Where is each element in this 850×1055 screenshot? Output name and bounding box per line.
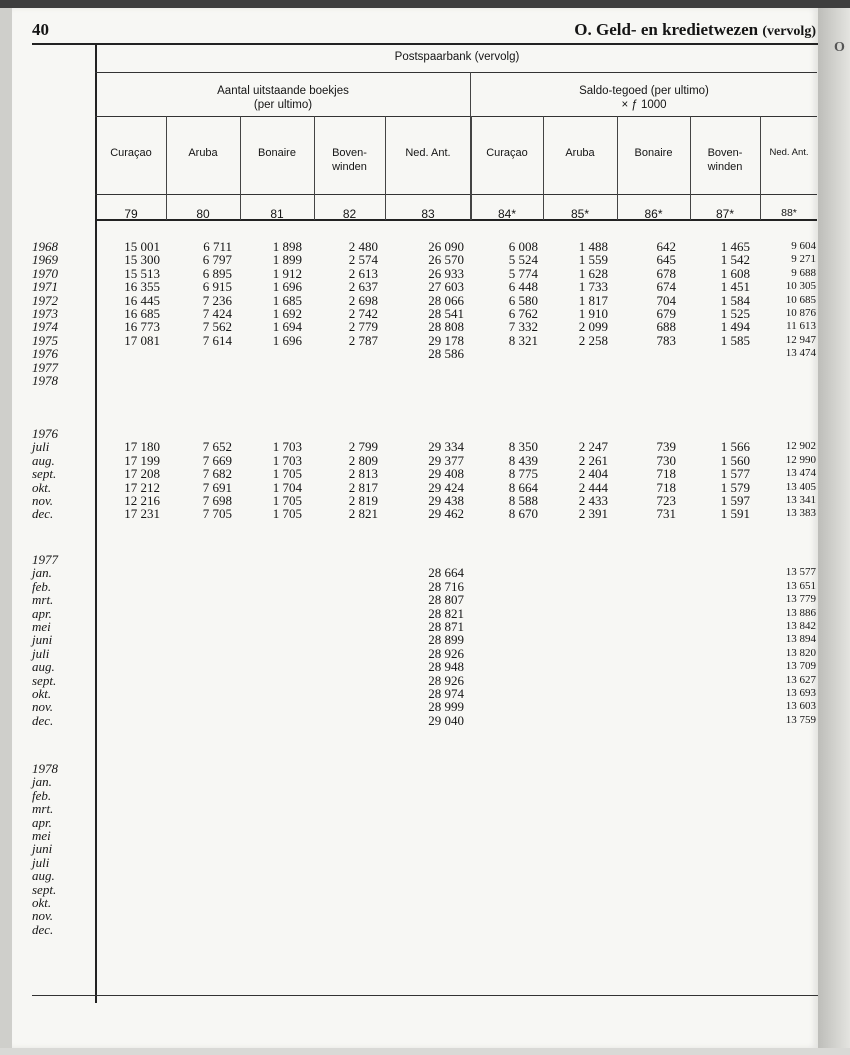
- table-cell: 2 698: [348, 292, 378, 308]
- row-label: juli: [32, 439, 50, 455]
- table-cell: 679: [656, 306, 676, 321]
- table-cell: 6 580: [508, 292, 538, 308]
- document-page: [12, 8, 818, 1048]
- table-cell: 9 688: [791, 266, 816, 279]
- row-label: 1975: [32, 332, 58, 348]
- table-cell: 15 513: [124, 265, 160, 281]
- row-label: 1976: [32, 426, 58, 441]
- table-cell: 12 902: [785, 440, 816, 453]
- table-cell: 1 560: [720, 452, 750, 468]
- table-cell: 7 682: [202, 466, 232, 482]
- row-label: juni: [32, 841, 53, 857]
- row-label: dec.: [32, 506, 54, 522]
- table-cell: 13 627: [785, 673, 816, 686]
- column-header: Boven- winden: [332, 147, 367, 173]
- row-label: sept.: [32, 672, 57, 688]
- column-number: 87*: [715, 207, 735, 221]
- table-cell: 2 813: [348, 466, 378, 482]
- row-label: aug.: [32, 868, 55, 884]
- group-right: Saldo-tegoed (per ultimo) × ƒ 1000: [579, 85, 709, 111]
- table-cell: 15 001: [124, 239, 160, 254]
- column-header: Bonaire: [634, 147, 673, 159]
- row-label: feb.: [32, 578, 52, 594]
- row-label: sept.: [32, 881, 57, 897]
- group-left: Aantal uitstaande boekjes (per ultimo): [217, 85, 349, 111]
- table-cell: 28 807: [428, 592, 464, 608]
- table-cell: 28 664: [428, 565, 464, 581]
- table-cell: 1 910: [578, 306, 608, 321]
- table-cell: 29 178: [428, 332, 464, 348]
- chapter-name: O. Geld- en kredietwezen: [574, 20, 759, 39]
- table-cell: 8 439: [508, 452, 538, 468]
- table-cell: 17 180: [124, 439, 160, 455]
- table-cell: 10 876: [785, 307, 816, 319]
- row-label: okt.: [32, 479, 52, 495]
- row-label: 1974: [32, 319, 58, 335]
- table-cell: 7 705: [202, 506, 232, 522]
- table-cell: 1 696: [272, 332, 302, 348]
- row-label: okt.: [32, 686, 52, 701]
- row-label: feb.: [32, 787, 52, 803]
- header-rule: [32, 43, 818, 45]
- table-cell: 16 773: [124, 319, 160, 335]
- table-cell: 13 709: [785, 660, 816, 673]
- row-label: aug.: [32, 659, 55, 675]
- table-cell: 6 895: [202, 265, 232, 281]
- table-cell: 13 577: [785, 566, 816, 579]
- table-cell: 1 465: [720, 239, 750, 254]
- row-label: dec.: [32, 921, 54, 937]
- table-cell: 12 990: [785, 453, 816, 466]
- row-label: juli: [32, 645, 50, 661]
- row-label: nov.: [32, 493, 54, 508]
- table-cell: 13 383: [785, 507, 816, 520]
- table-cell: 718: [656, 466, 676, 482]
- table-cell: 1 704: [272, 479, 302, 495]
- table-cell: 1 703: [272, 439, 302, 455]
- table-cell: 8 775: [508, 466, 538, 482]
- next-page-letter: O: [834, 40, 845, 55]
- table-cell: 13 474: [785, 467, 816, 480]
- table-cell: 6 448: [508, 279, 538, 295]
- table-cell: 1 542: [720, 252, 750, 268]
- row-label: okt.: [32, 895, 52, 910]
- rule-col-7: [617, 116, 618, 220]
- table-cell: 8 350: [508, 439, 538, 455]
- table-cell: 1 705: [272, 493, 302, 508]
- rule-col-5: [471, 116, 472, 220]
- table-cell: 1 608: [720, 265, 750, 281]
- table-cell: 26 933: [428, 265, 464, 281]
- table-cell: 28 541: [428, 306, 464, 321]
- table-cell: 1 692: [272, 306, 302, 321]
- table-cell: 704: [656, 292, 676, 308]
- table-cell: 13 474: [785, 347, 816, 360]
- table-cell: 8 664: [508, 479, 538, 495]
- table-cell: 13 759: [785, 713, 816, 726]
- table-cell: 2 742: [348, 306, 378, 321]
- table-cell: 2 247: [578, 439, 608, 455]
- table-cell: 6 711: [203, 239, 232, 254]
- table-cell: 2 819: [348, 493, 378, 508]
- table-cell: 2 787: [348, 332, 378, 348]
- table-cell: 2 613: [348, 265, 378, 281]
- table-cell: 17 212: [124, 479, 160, 495]
- table-cell: 10 685: [785, 293, 816, 306]
- table-cell: 2 817: [348, 479, 378, 495]
- table-cell: 678: [656, 265, 676, 281]
- row-label: mrt.: [32, 801, 54, 817]
- column-header: Bonaire: [258, 147, 296, 159]
- table-cell: 1 577: [720, 466, 750, 482]
- rule-col-6: [543, 116, 544, 220]
- column-header: Curaçao: [486, 147, 528, 159]
- table-cell: 645: [656, 252, 676, 268]
- table-cell: 2 391: [578, 506, 608, 522]
- table-cell: 13 894: [785, 633, 816, 646]
- column-header: Ned. Ant.: [769, 147, 809, 158]
- table-cell: 1 591: [720, 506, 750, 522]
- table-cell: 7 691: [202, 479, 232, 495]
- table-cell: 1 685: [272, 292, 302, 308]
- table-cell: 688: [656, 319, 676, 335]
- table-cell: 1 584: [720, 292, 750, 308]
- row-label: sept.: [32, 466, 57, 482]
- table-cell: 7 652: [202, 439, 232, 455]
- table-cell: 29 438: [428, 493, 464, 508]
- table-cell: 15 300: [124, 252, 160, 268]
- table-cell: 28 926: [428, 672, 464, 688]
- table-cell: 1 566: [720, 439, 750, 455]
- table-cell: 12 216: [124, 493, 160, 508]
- table-cell: 27 603: [428, 279, 464, 295]
- table-cell: 16 685: [124, 306, 160, 321]
- table-cell: 29 462: [428, 506, 464, 522]
- table-cell: 12 947: [785, 333, 816, 346]
- table-cell: 29 377: [428, 452, 464, 468]
- rule-group: [95, 116, 817, 117]
- table-cell: 7 424: [202, 306, 232, 321]
- table-cell: 731: [656, 506, 676, 522]
- row-label: apr.: [32, 605, 52, 621]
- table-title: Postspaarbank (vervolg): [394, 51, 520, 63]
- table-cell: 1 705: [272, 466, 302, 482]
- table-cell: 6 762: [508, 306, 538, 321]
- rule-col-1: [166, 116, 167, 220]
- row-label: 1969: [32, 252, 58, 268]
- column-number: 88*: [781, 207, 797, 219]
- table-cell: 1 696: [272, 279, 302, 295]
- table-cell: 1 899: [272, 252, 302, 268]
- table-cell: 13 405: [785, 480, 816, 493]
- row-label: apr.: [32, 814, 52, 830]
- row-label: mei: [32, 619, 51, 634]
- page-number: 40: [32, 20, 49, 39]
- row-label: juni: [32, 632, 53, 648]
- table-cell: 5 524: [508, 252, 538, 268]
- table-cell: 28 926: [428, 645, 464, 661]
- row-label: 1970: [32, 265, 58, 281]
- table-cell: 2 444: [578, 479, 608, 495]
- table-cell: 2 261: [578, 452, 608, 468]
- table-cell: 28 808: [428, 319, 464, 335]
- table-cell: 1 705: [272, 506, 302, 522]
- table-cell: 28 871: [428, 619, 464, 634]
- row-label: aug.: [32, 452, 55, 468]
- row-label: 1978: [32, 761, 58, 776]
- table-cell: 1 585: [720, 332, 750, 348]
- rule-col-9: [760, 116, 761, 220]
- table-cell: 2 809: [348, 452, 378, 468]
- table-cell: 28 974: [428, 686, 464, 701]
- column-header: Ned. Ant.: [405, 147, 451, 159]
- table-cell: 29 334: [428, 439, 464, 455]
- table-cell: 13 779: [785, 593, 816, 606]
- column-header: Aruba: [188, 147, 218, 159]
- table-cell: 28 999: [428, 699, 464, 715]
- table-cell: 1 912: [272, 265, 302, 281]
- column-number: 82: [342, 207, 357, 221]
- next-page-edge: [818, 8, 850, 1048]
- table-cell: 29 424: [428, 479, 464, 495]
- column-number: 85*: [570, 207, 590, 221]
- rule-title: [95, 72, 817, 73]
- table-cell: 7 236: [202, 292, 232, 308]
- table-cell: 13 820: [785, 646, 816, 659]
- table-cell: 13 842: [785, 620, 816, 632]
- table-cell: 1 494: [720, 319, 750, 335]
- table-cell: 6 008: [508, 239, 538, 254]
- table-cell: 642: [656, 239, 676, 254]
- table-cell: 1 898: [272, 239, 302, 254]
- table-cell: 7 669: [202, 452, 232, 468]
- table-cell: 730: [656, 452, 676, 468]
- table-cell: 17 208: [124, 466, 160, 482]
- table-cell: 2 799: [348, 439, 378, 455]
- table-cell: 17 231: [124, 506, 160, 522]
- rule-heads: [95, 194, 817, 195]
- table-cell: 13 341: [785, 494, 816, 506]
- row-label: 1978: [32, 373, 58, 388]
- column-number: 83: [421, 207, 435, 221]
- stub-rule: [95, 45, 97, 1003]
- table-cell: 28 821: [428, 605, 464, 621]
- table-cell: 13 603: [785, 700, 816, 713]
- table-cell: 13 693: [785, 687, 816, 699]
- rule-col-2: [240, 116, 241, 220]
- table-cell: 2 099: [578, 319, 608, 335]
- column-header: Boven- winden: [707, 147, 743, 173]
- table-cell: 17 199: [124, 452, 160, 468]
- table-cell: 7 332: [508, 319, 538, 335]
- bottom-rule: [32, 995, 818, 996]
- table-cell: 11 613: [786, 320, 816, 333]
- table-cell: 16 355: [124, 279, 160, 295]
- table-cell: 2 821: [348, 506, 378, 522]
- table-cell: 17 081: [124, 332, 160, 348]
- table-cell: 10 305: [785, 280, 816, 293]
- table-cell: 9 271: [791, 253, 816, 266]
- row-label: mei: [32, 828, 51, 843]
- table-cell: 28 586: [428, 346, 464, 362]
- row-label: dec.: [32, 712, 54, 728]
- table-cell: 1 703: [272, 452, 302, 468]
- table-cell: 26 570: [428, 252, 464, 268]
- row-label: 1973: [32, 306, 58, 321]
- row-label: nov.: [32, 908, 54, 924]
- table-cell: 1 525: [720, 306, 750, 321]
- row-label: mrt.: [32, 592, 54, 608]
- column-number: 84*: [497, 207, 517, 221]
- column-number: 80: [196, 207, 210, 221]
- table-cell: 2 480: [348, 239, 378, 254]
- column-header: Aruba: [565, 147, 595, 159]
- table-cell: 6 797: [202, 252, 232, 268]
- column-header: Curaçao: [110, 147, 152, 159]
- table-cell: 7 562: [202, 319, 232, 335]
- row-label: jan.: [32, 565, 52, 581]
- table-cell: 8 321: [508, 332, 538, 348]
- rule-col-4: [385, 116, 386, 220]
- row-label: juli: [32, 854, 50, 870]
- table-cell: 1 488: [578, 239, 608, 254]
- table-cell: 1 733: [578, 279, 608, 295]
- table-cell: 674: [656, 279, 676, 295]
- row-label: 1971: [32, 279, 58, 295]
- scan-top-edge: [0, 0, 850, 8]
- row-label: nov.: [32, 699, 54, 715]
- row-label: 1976: [32, 346, 58, 362]
- column-number: 79: [124, 207, 138, 221]
- table-cell: 2 433: [578, 493, 608, 508]
- row-label: 1972: [32, 292, 58, 308]
- table-cell: 1 579: [720, 479, 750, 495]
- table-cell: 8 670: [508, 506, 538, 522]
- row-label: 1968: [32, 239, 58, 254]
- table-cell: 783: [656, 332, 676, 348]
- table-cell: 9 604: [791, 240, 816, 252]
- column-number: 81: [270, 207, 284, 221]
- table-cell: 7 614: [202, 332, 232, 348]
- table-cell: 739: [656, 439, 676, 455]
- table-cell: 2 779: [348, 319, 378, 335]
- table-cell: 29 040: [428, 712, 464, 728]
- row-label: 1977: [32, 552, 58, 567]
- table-cell: 26 090: [428, 239, 464, 254]
- table-cell: 2 258: [578, 332, 608, 348]
- table-cell: 2 404: [578, 466, 608, 482]
- row-label: 1977: [32, 359, 58, 375]
- row-label: jan.: [32, 774, 52, 790]
- table-cell: 16 445: [124, 292, 160, 308]
- table-cell: 6 915: [202, 279, 232, 295]
- table-cell: 5 774: [508, 265, 538, 281]
- table-cell: 8 588: [508, 493, 538, 508]
- table-cell: 723: [656, 493, 676, 508]
- table-cell: 718: [656, 479, 676, 495]
- chapter-title: [574, 20, 816, 40]
- scan-left-edge: [0, 8, 12, 1048]
- table-cell: 1 694: [272, 319, 302, 335]
- table-cell: 7 698: [202, 493, 232, 508]
- chapter-continued: (vervolg): [762, 24, 816, 39]
- table-cell: 1 451: [720, 279, 750, 295]
- table-cell: 1 628: [578, 265, 608, 281]
- table-cell: 13 651: [785, 579, 816, 592]
- table-cell: 2 574: [348, 252, 378, 268]
- table-cell: 1 559: [578, 252, 608, 268]
- table-cell: 28 948: [428, 659, 464, 675]
- table-cell: 28 899: [428, 632, 464, 648]
- table-cell: 28 716: [428, 578, 464, 594]
- table-cell: 1 817: [578, 292, 608, 308]
- table-cell: 13 886: [785, 606, 816, 619]
- column-number: 86*: [644, 207, 663, 221]
- table-cell: 29 408: [428, 466, 464, 482]
- table-cell: 2 637: [348, 279, 378, 295]
- table-cell: 1 597: [720, 493, 750, 508]
- table-cell: 28 066: [428, 292, 464, 308]
